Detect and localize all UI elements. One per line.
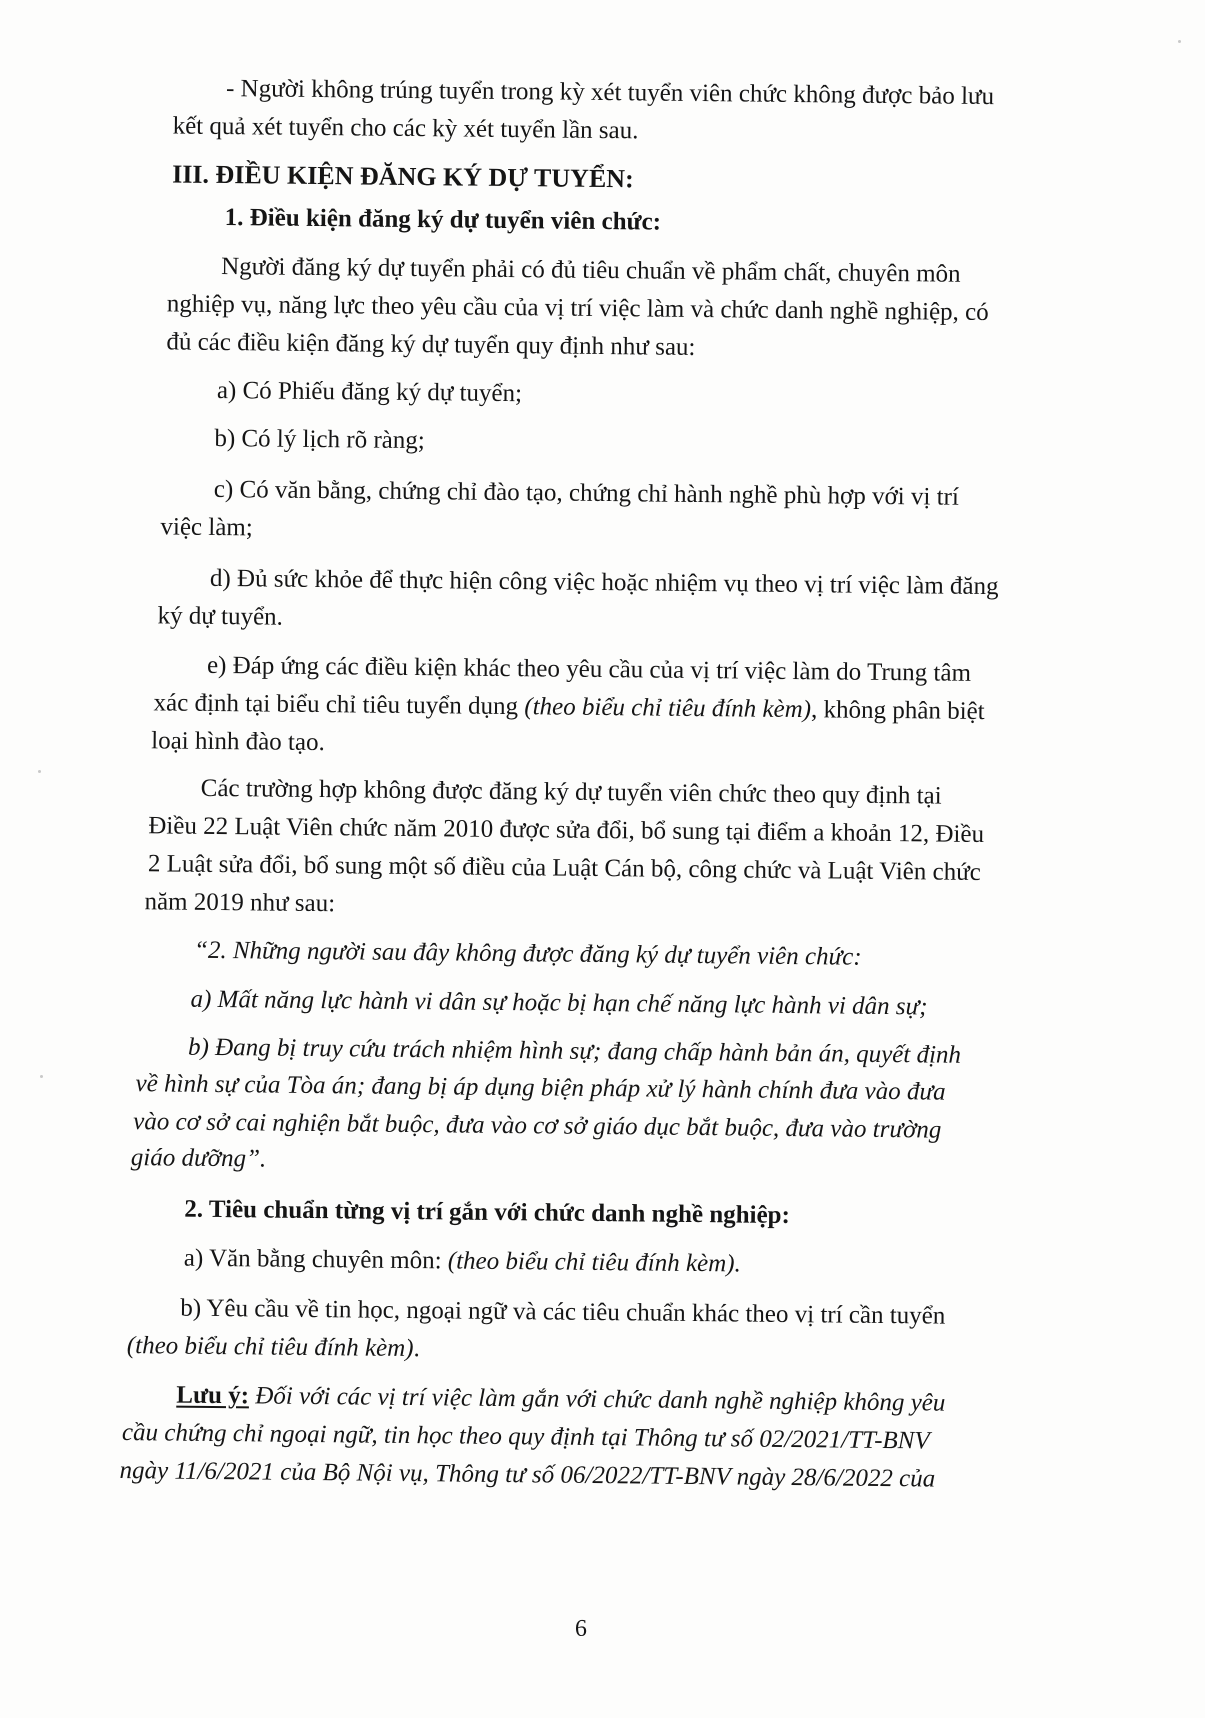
note-label: Lưu ý: — [176, 1381, 250, 1410]
paragraph-eligibility-line1: Người đăng ký dự tuyển phải có đủ tiêu chuẩn về phẩm chất, chuyên môn — [221, 253, 961, 288]
quote-heading: “2. Những người sau đây không được đăng ký dự tuyển viên chức: — [193, 936, 862, 971]
standard-b-italic-ref: (theo biểu chỉ tiêu đính kèm) — [126, 1332, 414, 1363]
page-number: 6 — [574, 1615, 588, 1642]
scan-speck — [1178, 40, 1181, 43]
note-line2: cầu chứng chỉ ngoại ngữ, tin học theo quy định tại Thông tư số 02/2021/TT-BNV — [121, 1419, 930, 1455]
note-text: Đối với các vị trí việc làm gắn với chức danh nghề nghiệp không yêu — [248, 1382, 946, 1417]
paragraph-exclusions-line2: Điều 22 Luật Viên chức năm 2010 được sửa đổi, bổ sung tại điểm a khoản 12, Điều — [148, 812, 985, 849]
condition-e-line1: e) Đáp ứng các điều kiện khác theo yêu cầu của vị trí việc làm do Trung tâm — [206, 651, 972, 687]
line-not-retained: - Người không trúng tuyển trong kỳ xét tuyển viên chức không được bảo lưu — [225, 75, 995, 111]
section-heading-iii: III. ĐIỀU KIỆN ĐĂNG KÝ DỰ TUYỂN: — [172, 159, 634, 194]
condition-e-italic-ref: (theo biểu chỉ tiêu đính kèm) — [524, 693, 812, 724]
quote-item-b-line1: b) Đang bị truy cứu trách nhiệm hình sự; đang chấp hành bản án, quyết định — [187, 1033, 962, 1069]
condition-a: a) Có Phiếu đăng ký dự tuyển; — [216, 376, 523, 408]
condition-e-text-tail: , không phân biệt — [810, 696, 985, 726]
standard-b-line2 — [127, 1329, 420, 1366]
scan-speck — [40, 1075, 43, 1078]
paragraph-eligibility-line2: nghiệp vụ, năng lực theo yêu cầu của vị trí việc làm và chức danh nghề nghiệp, có — [166, 290, 989, 327]
subsection-heading-1: 1. Điều kiện đăng ký dự tuyển viên chức: — [224, 204, 662, 236]
standard-a-italic-ref: (theo biểu chỉ tiêu đính kèm). — [447, 1247, 741, 1278]
condition-e-line2 — [153, 686, 984, 729]
condition-d-line2: ký dự tuyển. — [157, 602, 284, 631]
paragraph-exclusions-line3: 2 Luật sửa đổi, bổ sung một số điều của Luật Cán bộ, công chức và Luật Viên chức — [147, 850, 981, 886]
condition-e-line3: loại hình đào tạo. — [151, 727, 325, 757]
standard-a-text: a) Văn bằng chuyên môn: — [183, 1244, 448, 1275]
paragraph-exclusions-line4: năm 2019 như sau: — [144, 888, 336, 918]
condition-c-line2: việc làm; — [160, 513, 253, 542]
quote-item-b-line4: giáo dưỡng”. — [130, 1144, 267, 1173]
quote-item-b-line2: về hình sự của Tòa án; đang bị áp dụng biện pháp xử lý hành chính đưa vào đưa — [135, 1070, 946, 1106]
subsection-heading-2: 2. Tiêu chuẩn từng vị trí gắn với chức danh nghề nghiệp: — [184, 1195, 790, 1230]
condition-e-text: xác định tại biểu chỉ tiêu tuyển dụng — [153, 689, 525, 721]
quote-item-b-line3: vào cơ sở cai nghiện bắt buộc, đưa vào cơ sở giáo dục bắt buộc, đưa vào trường — [133, 1108, 942, 1144]
condition-b: b) Có lý lịch rõ ràng; — [214, 424, 425, 455]
standard-b-tail: . — [413, 1335, 420, 1363]
quote-item-a: a) Mất năng lực hành vi dân sự hoặc bị hạn chế năng lực hành vi dân sự; — [190, 985, 928, 1021]
line-not-retained-cont: kết quả xét tuyển cho các kỳ xét tuyển lần sau. — [172, 112, 639, 145]
paragraph-exclusions-line1: Các trường hợp không được đăng ký dự tuyển viên chức theo quy định tại — [200, 774, 942, 810]
note-line1 — [176, 1379, 945, 1421]
page-content — [9, 0, 1205, 1642]
paragraph-eligibility-line3: đủ các điều kiện đăng ký dự tuyển quy định như sau: — [166, 328, 696, 361]
note-line3: ngày 11/6/2021 của Bộ Nội vụ, Thông tư số 06/2022/TT-BNV ngày 28/6/2022 của — [119, 1457, 936, 1493]
standard-a — [184, 1242, 741, 1282]
scan-speck — [38, 770, 41, 773]
condition-c-line1: c) Có văn bằng, chứng chỉ đào tạo, chứng chỉ hành nghề phù hợp với vị trí — [213, 475, 960, 511]
standard-b-line1: b) Yêu cầu về tin học, ngoại ngữ và các tiêu chuẩn khác theo vị trí cần tuyển — [180, 1294, 946, 1330]
condition-d-line1: d) Đủ sức khỏe để thực hiện công việc hoặc nhiệm vụ theo vị trí việc làm đăng — [209, 564, 999, 601]
